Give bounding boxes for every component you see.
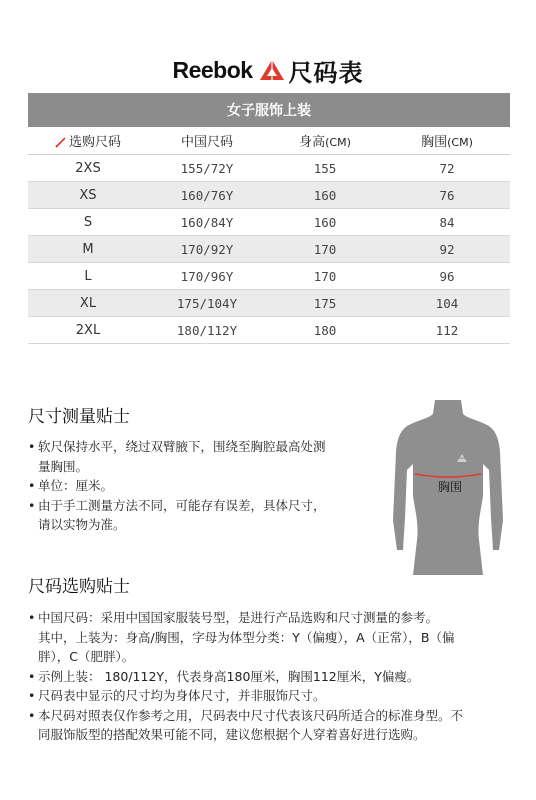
list-item: • 示例上装： 180/112Y，代表身高180厘米，胸围112厘米，Y偏瘦。 <box>28 667 518 687</box>
table-row <box>28 317 510 344</box>
size-cell: XL <box>79 295 97 311</box>
list-item-continuation: 请以实物为准。 <box>38 517 126 532</box>
height-cell: 160 <box>313 214 337 230</box>
list-item: • 由于手工测量方法不同，可能存有误差，具体尺寸， <box>28 496 368 516</box>
height-cell: 155 <box>313 160 337 176</box>
list-item: • 尺码表中显示的尺寸均为身体尺寸，并非服饰尺寸。 <box>28 686 518 706</box>
list-item: • 本尺码对照表仅作参考之用，尺码表中尺寸代表该尺码所适合的标准身型。不 <box>28 706 518 726</box>
size-cell: L <box>84 268 92 284</box>
cn-size-cell: 180/112Y <box>176 322 238 338</box>
table-row <box>28 236 510 263</box>
size-cell: M <box>82 241 94 257</box>
table-row <box>28 290 510 317</box>
list-item-continuation: 量胸围。 <box>38 458 89 474</box>
table-row <box>28 263 510 290</box>
size-tips-list <box>28 608 518 745</box>
list-item: • 软尺保持水平，绕过双臂腋下，围绕至胸腔最高处测 <box>28 437 368 457</box>
list-item-continuation: 其中，上装为：身高/胸围，字母为体型分类：Y（偏瘦），A（正常），B（偏 <box>38 629 455 645</box>
table-row <box>28 209 510 236</box>
header-cell-chest <box>384 131 510 150</box>
cn-size-cell: 170/92Y <box>180 241 234 257</box>
header-label: 身高 <box>299 135 326 150</box>
page-title: 尺码表 <box>288 58 364 87</box>
chest-cell: 112 <box>435 322 459 338</box>
cn-size-cell: 160/76Y <box>180 187 234 203</box>
size-cell: XS <box>79 187 97 203</box>
header-label: 中国尺码 <box>180 135 233 150</box>
measure-tips-list <box>28 437 368 535</box>
cn-size-cell: 175/104Y <box>176 295 238 311</box>
chest-cell: 76 <box>439 187 455 203</box>
size-tips-title: 尺码选购贴士 <box>28 577 130 597</box>
size-cell: 2XS <box>75 160 101 176</box>
table-caption: 女子服饰上装 <box>28 93 510 127</box>
header-unit: (CM) <box>447 136 473 149</box>
header-cell-height <box>266 131 384 150</box>
cn-size-cell: 170/96Y <box>180 268 234 284</box>
header-cell-size <box>28 131 148 150</box>
cn-size-cell: 155/72Y <box>180 160 234 176</box>
measure-tips-title: 尺寸测量贴士 <box>28 407 130 427</box>
height-cell: 170 <box>313 241 337 257</box>
height-cell: 160 <box>313 187 337 203</box>
height-cell: 180 <box>313 322 337 338</box>
header-label: 选购尺码 <box>68 135 121 150</box>
table-row <box>28 155 510 182</box>
chest-cell: 104 <box>435 295 459 311</box>
list-item-continuation: 同服饰版型的搭配效果可能不同，建议您根据个人穿着喜好进行选购。 <box>38 727 426 742</box>
header-unit: (CM) <box>325 136 351 149</box>
header-cell-cn-size <box>148 131 266 150</box>
pencil-icon <box>55 136 67 148</box>
page-header <box>0 52 536 88</box>
chest-cell: 72 <box>439 160 455 176</box>
cn-size-cell: 160/84Y <box>180 214 234 230</box>
size-cell: S <box>83 214 93 230</box>
height-cell: 175 <box>313 295 337 311</box>
list-item: • 中国尺码：采用中国国家服装号型，是进行产品选购和尺寸测量的参考。 <box>28 608 518 628</box>
table-row <box>28 182 510 209</box>
list-item-continuation: 胖），C（肥胖）。 <box>38 649 135 664</box>
chest-label: 胸围 <box>438 480 463 494</box>
chest-cell: 84 <box>439 214 455 230</box>
chest-cell: 92 <box>439 241 455 257</box>
reebok-delta-logo-icon <box>259 59 285 81</box>
size-cell: 2XL <box>75 322 101 338</box>
chest-cell: 96 <box>439 268 455 284</box>
size-table <box>28 93 510 344</box>
height-cell: 170 <box>313 268 337 284</box>
list-item: • 单位：厘米。 <box>28 476 368 496</box>
brand-name: Reebok <box>172 56 253 83</box>
header-label: 胸围 <box>421 135 448 150</box>
table-header-row <box>28 127 510 155</box>
